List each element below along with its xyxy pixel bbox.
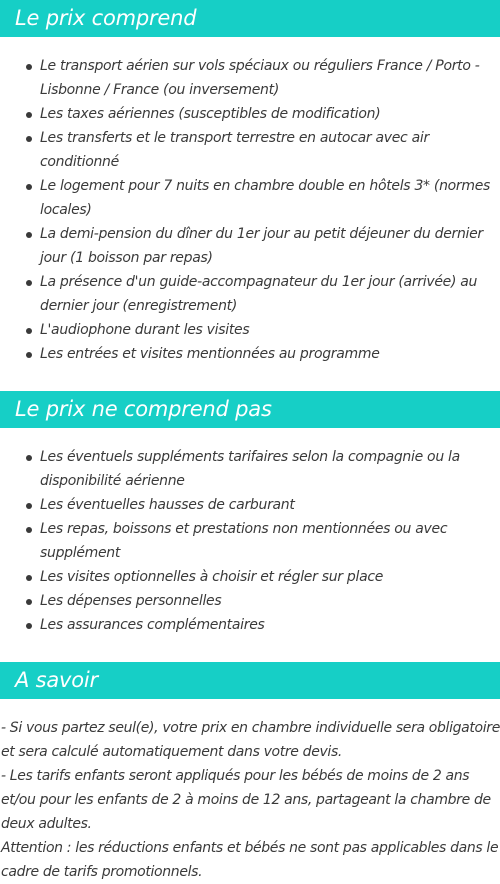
info-notes (0, 716, 500, 884)
list-item: Les taxes aériennes (susceptibles de modification) (40, 102, 500, 126)
list-item: Les éventuels suppléments tarifaires selon la compagnie ou la disponibilité aérienne (40, 445, 500, 493)
list-item: Les dépenses personnelles (40, 589, 500, 613)
included-list (0, 54, 500, 366)
list-item: L'audiophone durant les visites (40, 318, 500, 342)
included-header: Le prix comprend (0, 0, 500, 37)
included-section (0, 0, 500, 366)
list-item: Le logement pour 7 nuits en chambre double en hôtels 3* (normes locales) (40, 174, 500, 222)
list-item: Les entrées et visites mentionnées au programme (40, 342, 500, 366)
list-item: Les transferts et le transport terrestre en autocar avec air conditionné (40, 126, 500, 174)
list-item: La demi-pension du dîner du 1er jour au petit déjeuner du dernier jour (1 boisson par repas) (40, 222, 500, 270)
list-item: Les visites optionnelles à choisir et régler sur place (40, 565, 500, 589)
info-section (0, 662, 500, 884)
list-item: Les repas, boissons et prestations non mentionnées ou avec supplément (40, 517, 500, 565)
info-header: A savoir (0, 662, 500, 699)
list-item: Les éventuelles hausses de carburant (40, 493, 500, 517)
excluded-list (0, 445, 500, 637)
excluded-header: Le prix ne comprend pas (0, 391, 500, 428)
list-item: La présence d'un guide-accompagnateur du 1er jour (arrivée) au dernier jour (enregistrement) (40, 270, 500, 318)
list-item: Les assurances complémentaires (40, 613, 500, 637)
info-paragraph: - Les tarifs enfants seront appliqués pour les bébés de moins de 2 ans et/ou pour les enfants de 2 à moins de 12 ans, partageant la chambre de deux adultes. (1, 768, 491, 832)
info-paragraph: - Si vous partez seul(e), votre prix en chambre individuelle sera obligatoire et sera calculé automatiquement dans votre devis. (1, 720, 500, 760)
excluded-section (0, 391, 500, 637)
list-item: Le transport aérien sur vols spéciaux ou réguliers France / Porto - Lisbonne / France (ou inversement) (40, 54, 500, 102)
info-paragraph: Attention : les réductions enfants et bébés ne sont pas applicables dans le cadre de tarifs promotionnels. (1, 840, 499, 880)
